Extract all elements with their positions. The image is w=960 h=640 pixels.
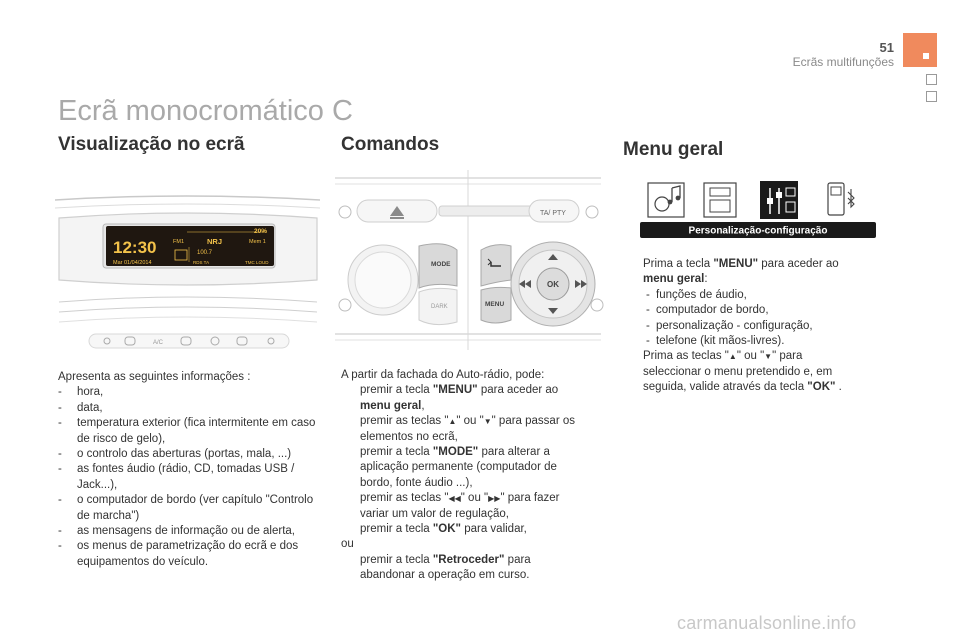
nav-box-icon: [926, 91, 937, 102]
list-item: - funções de áudio,: [646, 288, 747, 301]
col2-intro: A partir da fachada do Auto-rádio, pode:: [341, 369, 545, 381]
dark-button: DARK: [431, 304, 448, 310]
list-item: premir a tecla "MODE" para alterar a aplicação permanente (computador de bordo, fonte áudio ...),: [360, 446, 557, 489]
watermark: carmanualsonline.info: [677, 613, 857, 633]
section-label: Ecrãs multifunções: [792, 55, 894, 69]
list-item: - telefone (kit mãos-livres).: [646, 335, 785, 348]
col1-heading: Visualização no ecrã: [58, 134, 245, 155]
down-arrow-icon: ▼: [483, 417, 492, 427]
menu-button: MENU: [485, 301, 505, 308]
list-item: - temperatura exterior (fica intermitente em caso de risco de gelo),: [58, 417, 316, 445]
nav-box-icon: [926, 74, 937, 85]
list-item: - os menus de parametrização do ecrã e dos equipamentos do veículo.: [58, 540, 299, 568]
list-item: premir as teclas "▲" ou "▼" para passar os elementos no ecrã,: [360, 415, 576, 443]
lcd-time: 12:30: [113, 238, 157, 257]
general-menu-illustration: [640, 178, 880, 240]
down-arrow-icon: ▼: [764, 352, 773, 362]
lcd-rds: RDS TA: [193, 260, 210, 265]
or-text: ou: [341, 538, 354, 551]
col1-text: [58, 370, 328, 570]
list-item: premir as teclas "◀◀" ou "▶▶" para fazer variar um valor de regulação,: [360, 492, 560, 520]
personalisation-settings-icon: [760, 181, 798, 219]
lcd-percent: 20%: [254, 228, 268, 235]
bluetooth-icon: [848, 189, 854, 207]
list-item: premir a tecla "MENU" para aceder ao menu geral,: [360, 384, 559, 412]
col3-heading: Menu geral: [623, 139, 724, 160]
list-item: premir a tecla "Retroceder" para abandonar a operação em curso.: [360, 553, 531, 582]
col3-text: [624, 257, 904, 396]
mode-button: MODE: [431, 261, 451, 268]
list-item: - o computador de bordo (ver capítulo "Controlo de marcha"): [58, 494, 314, 522]
telephone-icon: [828, 183, 854, 215]
col2-text: [341, 368, 616, 584]
list-item: - hora,: [58, 386, 104, 399]
ok-button: OK: [547, 280, 559, 289]
up-arrow-icon: ▲: [448, 417, 457, 427]
up-arrow-icon: ▲: [728, 352, 737, 362]
monochrome-display-illustration: [55, 188, 320, 358]
ta-pty-button: TA/ PTY: [540, 210, 566, 217]
radio-control-panel-illustration: [335, 170, 607, 350]
list-item: - personalização - configuração,: [646, 319, 813, 332]
rewind-icon: ◀◀: [448, 494, 461, 504]
page-title: Ecrã monocromático C: [58, 95, 353, 127]
list-item: Prima as teclas "▲" ou "▼" para seleccionar o menu pretendido e, em seguida, valide através da tecla "OK" .: [643, 350, 842, 394]
trip-computer-icon: [704, 183, 736, 217]
list-item: Prima a tecla "MENU" para aceder ao menu geral:: [643, 258, 839, 286]
list-item: - data,: [58, 401, 103, 414]
list-item: premir a tecla "OK" para validar,: [360, 523, 527, 536]
ac-label: A/C: [153, 340, 164, 346]
lcd-date: Mar 01/04/2014: [113, 260, 152, 266]
lcd-band: FM1: [173, 239, 184, 245]
lcd-station: NRJ: [207, 237, 223, 246]
menu-caption: Personalização-configuração: [688, 225, 828, 237]
list-item: - as mensagens de informação ou de alerta,: [58, 525, 295, 538]
col1-intro: Apresenta as seguintes informações :: [58, 371, 251, 383]
section-tab: [903, 33, 937, 67]
fast-forward-icon: ▶▶: [488, 494, 501, 504]
page-number: 51: [879, 40, 894, 55]
list-item: - o controlo das aberturas (portas, mala, ...): [58, 448, 292, 461]
col2-heading: Comandos: [341, 134, 440, 155]
list-item: - computador de bordo,: [646, 304, 769, 317]
lcd-memory: Mem 1: [249, 239, 266, 245]
list-item: - as fontes áudio (rádio, CD, tomadas USB / Jack...),: [58, 463, 295, 491]
lcd-frequency: 100.7: [197, 250, 213, 256]
lcd-tmc: TMC LOUD: [245, 260, 269, 265]
audio-functions-icon: [648, 183, 684, 217]
